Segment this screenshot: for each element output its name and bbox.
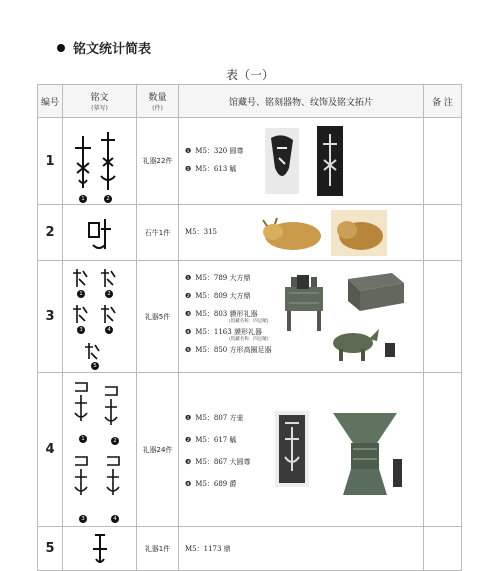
item-text: M5：617 觚: [195, 436, 237, 444]
list-item: [185, 227, 217, 237]
inscription-glyph-drawing: [63, 118, 137, 205]
header-qty-label: 数量: [148, 93, 167, 103]
glyph-number-badge: 3: [79, 515, 87, 523]
row-number: 2: [38, 205, 63, 261]
inscription-glyph-drawing: [63, 373, 137, 527]
inscription-rubbing-thumb: [297, 275, 309, 289]
section-title-text: 铭文统计简表: [73, 42, 152, 57]
glyph-number-badge: 1: [77, 290, 85, 298]
rubbing-image: [317, 126, 343, 196]
stone-ox-photo: [261, 212, 325, 254]
description-cell: [179, 118, 424, 205]
header-qty-sub: (件): [152, 105, 163, 112]
inscription-glyph-drawing: [63, 205, 137, 261]
list-item: [185, 146, 244, 156]
inscription-glyph-drawing: [63, 261, 137, 373]
item-text: M5：789 大方鼎: [195, 274, 251, 282]
table-header-row: [38, 85, 462, 118]
item-number: ❹: [185, 480, 192, 488]
vessel-figure: [344, 267, 406, 317]
quantity-cell: 礼器22件: [137, 118, 179, 205]
item-number: ❶: [185, 274, 192, 282]
item-text: M5：689 爵: [195, 480, 237, 488]
table-row: [38, 373, 462, 527]
list-item: [185, 164, 237, 174]
rubbing-image: [275, 411, 309, 487]
rubbing-glyph: [275, 411, 309, 487]
stone-ox-photo: [331, 210, 387, 256]
quantity-cell: 石牛1件: [137, 205, 179, 261]
item-text: M5：320 圆尊: [195, 147, 244, 155]
quantity-cell: 礼器1件: [137, 527, 179, 571]
notes-cell: [424, 205, 462, 261]
item-number: ❸: [185, 310, 192, 318]
inscription-rubbing-thumb: [385, 343, 395, 357]
notes-cell: [424, 527, 462, 571]
description-cell: [179, 373, 424, 527]
item-text: M5：1173 鼎: [185, 545, 231, 553]
glyph-number-badge: 3: [77, 326, 85, 334]
item-number: ❸: [185, 458, 192, 466]
header-notes: 备 注: [424, 85, 462, 118]
item-note: (馆藏名称：四足觥): [229, 337, 269, 342]
table-row: [38, 261, 462, 373]
description-cell: [179, 205, 424, 261]
ox-figure: [331, 210, 387, 256]
inscription-cell: [63, 373, 137, 527]
list-item: [185, 291, 251, 301]
item-text: M5：613 觚: [195, 165, 237, 173]
item-number: ❷: [185, 165, 192, 173]
list-item: [185, 345, 272, 355]
inscription-rubbing-thumb: [393, 459, 402, 487]
item-number: ❷: [185, 436, 192, 444]
table-row: [38, 118, 462, 205]
glyph-number-badge: 4: [111, 515, 119, 523]
inscription-cell: [63, 527, 137, 571]
item-text: M5：809 大方鼎: [195, 292, 251, 300]
glyph-number-badge: 5: [91, 362, 99, 370]
square-vessel-photo: [344, 267, 406, 317]
inscription-cell: [63, 261, 137, 373]
header-qty: [137, 85, 179, 118]
notes-cell: [424, 118, 462, 205]
description-cell: [179, 261, 424, 373]
glyph-number-badge: 4: [105, 326, 113, 334]
glyph-number-badge: 2: [104, 195, 112, 203]
list-item: [185, 413, 244, 423]
glyph-number-badge: 1: [79, 195, 87, 203]
item-number: ❺: [185, 346, 192, 354]
item-number: ❶: [185, 147, 192, 155]
item-text: M5：867 大圆尊: [195, 458, 251, 466]
header-inscription-label: 铭文: [90, 93, 109, 103]
row-number: 4: [38, 373, 63, 527]
item-text: M5：803 貘形礼器: [195, 310, 258, 318]
header-desc: 馆藏号、铭刻器物、纹饰及铭文拓片: [179, 85, 424, 118]
row-number: 3: [38, 261, 63, 373]
inscription-glyph-drawing: [63, 527, 137, 571]
table-caption: 表（一）: [225, 68, 274, 82]
inscription-cell: [63, 205, 137, 261]
item-text: M5：315: [185, 228, 217, 236]
header-inscription-sub: (摹写): [91, 105, 108, 112]
table-row: [38, 527, 462, 571]
rubbing-image: [265, 128, 299, 194]
item-number: ❹: [185, 328, 192, 336]
tapir-figure: [327, 321, 383, 365]
list-item: [185, 435, 237, 445]
list-item: [185, 479, 237, 489]
zun-figure: [329, 409, 401, 499]
notes-cell: [424, 373, 462, 527]
quantity-cell: 礼器24件: [137, 373, 179, 527]
description-cell: [179, 527, 424, 571]
ox-figure: [261, 212, 325, 254]
item-text: M5：850 方形高圈足器: [195, 346, 272, 354]
notes-cell: [424, 261, 462, 373]
tapir-vessel-photo: [327, 321, 383, 365]
row-number: 5: [38, 527, 63, 571]
list-item: [185, 544, 231, 554]
rubbing-glyph: [317, 126, 343, 196]
inscription-table: [37, 84, 462, 571]
row-number: 1: [38, 118, 63, 205]
bronze-zun-photo: [329, 409, 401, 499]
header-inscription: [63, 85, 137, 118]
item-number: ❶: [185, 414, 192, 422]
inscription-cell: [63, 118, 137, 205]
rubbing-glyph: [265, 128, 299, 194]
section-title: [57, 38, 151, 57]
list-item: [185, 273, 251, 283]
list-item: [185, 457, 251, 467]
glyph-number-badge: 2: [111, 437, 119, 445]
item-note: (馆藏名称：四足觥): [229, 319, 269, 324]
table-row: [38, 205, 462, 261]
item-number: ❷: [185, 292, 192, 300]
bullet-icon: [57, 44, 65, 52]
glyph-number-badge: 1: [79, 435, 87, 443]
glyph-number-badge: 2: [105, 290, 113, 298]
item-text: M5：1163 貘形礼器: [195, 328, 262, 336]
quantity-cell: 礼器5件: [137, 261, 179, 373]
item-text: M5：807 方壶: [195, 414, 244, 422]
header-num: 编号: [38, 85, 63, 118]
